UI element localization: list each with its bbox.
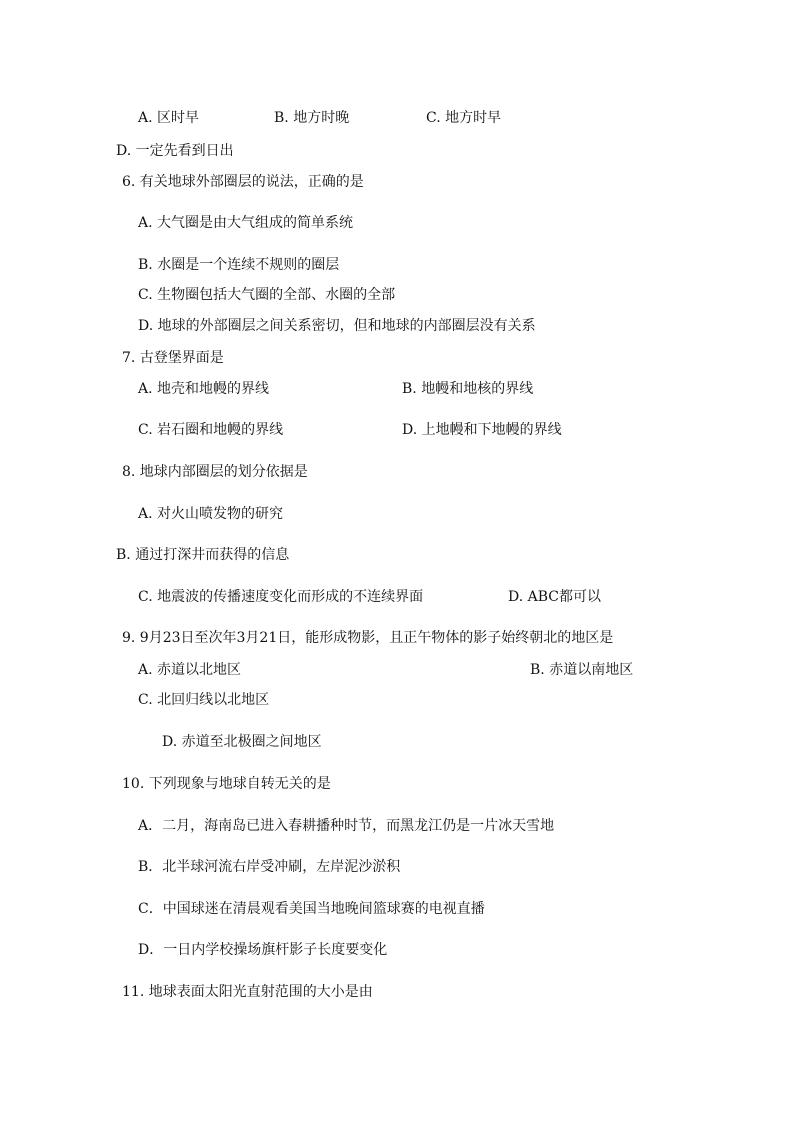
q7-option-d: D. 上地幔和下地幔的界线 <box>402 422 562 438</box>
q11-stem: 11. 地球表面太阳光直射范围的大小是由 <box>122 984 373 1000</box>
q9-option-c: C. 北回归线以北地区 <box>138 692 270 708</box>
q5-option-c: C. 地方时早 <box>426 110 502 126</box>
q10-option-d: D．一日内学校操场旗杆影子长度要变化 <box>138 942 388 958</box>
q10-option-c: C．中国球迷在清晨观看美国当地晚间篮球赛的电视直播 <box>138 901 485 917</box>
q5-option-d: D. 一定先看到日出 <box>116 143 234 159</box>
q7-option-b: B. 地幔和地核的界线 <box>402 381 534 397</box>
q6-stem: 6. 有关地球外部圈层的说法，正确的是 <box>122 174 364 190</box>
q10-option-a: A．二月，海南岛已进入春耕播种时节，而黑龙江仍是一片冰天雪地 <box>138 818 555 834</box>
q6-option-b: B. 水圈是一个连续不规则的圈层 <box>138 257 340 273</box>
q8-option-c: C. 地震波的传播速度变化而形成的不连续界面 <box>138 589 424 605</box>
q10-option-b: B．北半球河流右岸受冲刷，左岸泥沙淤积 <box>138 859 401 875</box>
q8-stem: 8. 地球内部圈层的划分依据是 <box>122 464 308 480</box>
q7-option-a: A. 地壳和地幔的界线 <box>138 381 270 397</box>
q7-stem: 7. 古登堡界面是 <box>122 350 224 366</box>
q6-option-d: D. 地球的外部圈层之间关系密切，但和地球的内部圈层没有关系 <box>138 318 536 334</box>
q8-option-b: B. 通过打深井而获得的信息 <box>116 547 290 563</box>
q10-stem: 10. 下列现象与地球自转无关的是 <box>122 776 331 792</box>
q5-option-a: A. 区时早 <box>138 110 200 126</box>
q9-option-d: D. 赤道至北极圈之间地区 <box>162 734 322 750</box>
q9-option-b: B. 赤道以南地区 <box>530 662 634 678</box>
q7-option-c: C. 岩石圈和地幔的界线 <box>138 422 284 438</box>
q5-option-b: B. 地方时晚 <box>274 110 350 126</box>
q6-option-c: C. 生物圈包括大气圈的全部、水圈的全部 <box>138 287 396 303</box>
q8-option-a: A. 对火山喷发物的研究 <box>138 506 284 522</box>
q6-option-a: A. 大气圈是由大气组成的简单系统 <box>138 215 354 231</box>
q9-stem: 9. 9月23日至次年3月21日，能形成物影，且正午物体的影子始终朝北的地区是 <box>122 630 614 646</box>
q8-option-d: D. ABC都可以 <box>508 589 601 605</box>
q9-option-a: A. 赤道以北地区 <box>138 662 242 678</box>
